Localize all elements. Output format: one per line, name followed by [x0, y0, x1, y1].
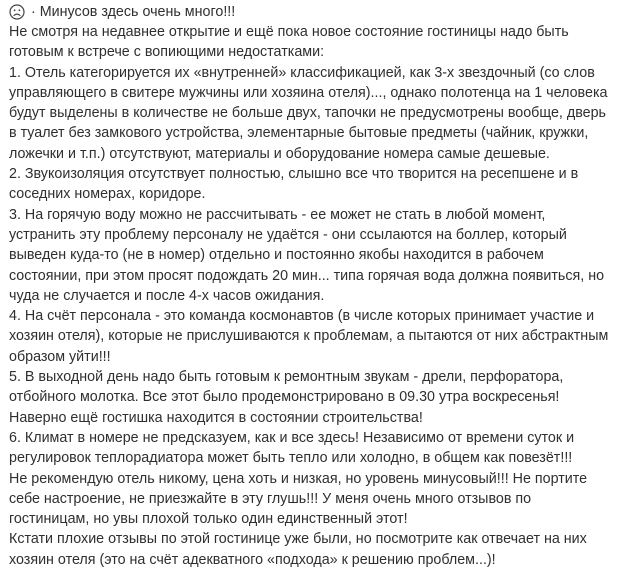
- review-line: чуда не случается и после 4-х часов ожидания.: [9, 287, 325, 304]
- review-line: Наверно ещё гостишка находится в состоянии строительства!: [9, 409, 423, 426]
- review-line: соседних номерах, коридоре.: [9, 186, 206, 203]
- review-header: [9, 2, 635, 22]
- review-line: хозяин отеля (это на счёт адекватного «подхода» к решению проблем...)!: [9, 551, 496, 568]
- review-line: 6. Климат в номере не предсказуем, как и все здесь! Независимо от времени суток и: [9, 429, 575, 446]
- review-line: ложечки и т.п.) отсутствуют, материалы и оборудование номера самые дешевые.: [9, 145, 550, 162]
- review-body: [9, 22, 635, 570]
- review-text: [9, 0, 635, 570]
- review-line: 3. На горячую воду можно не рассчитывать - ее может не стать в любой момент,: [9, 206, 546, 223]
- review-line: регулировок теплорадиатора может быть тепло или холодно, в общем как повезёт!!!: [9, 450, 573, 467]
- review-line: хозяин отеля), которые не прислушиваются к проблемам, а пытаются от них абстрактным: [9, 328, 609, 345]
- review-line: Кстати плохие отзывы по этой гостинице уже были, но посмотрите как отвечает на них: [9, 531, 587, 548]
- review-line: управляющего в свитере мужчины или хозяина отеля)..., однако полотенца на 1 человека: [9, 84, 608, 101]
- review-line: в туалет без замкового устройства, элементарные бытовые предметы (чайник, кружки,: [9, 125, 589, 142]
- review-line: 4. На счёт персонала - это команда космонавтов (в числе которых принимает участие и: [9, 308, 595, 325]
- review-line: готовым к встрече с вопиющими недостатками:: [9, 44, 325, 61]
- review-line: отбойного молотка. Все этот было продемонстрировано в 09.30 утра воскресенья!: [9, 389, 560, 406]
- review-line: себе настроение, не приезжайте в эту глушь!!! У меня очень много отзывов по: [9, 490, 532, 507]
- sad-face-icon: [9, 4, 25, 20]
- review-line: образом уйти!!!: [9, 348, 111, 365]
- review-line: состоянии, при этом просят подождать 20 мин... типа горячая вода должна появиться, но: [9, 267, 605, 284]
- review-line: выведен куда-то (не в номер) отдельно и постоянно якобы находится в рабочем: [9, 247, 544, 264]
- review-line: 1. Отель категорируется их «внутренней» классификацией, как 3-х звездочный (со слов: [9, 64, 595, 81]
- review-line: 5. В выходной день надо быть готовым к ремонтным звукам - дрели, перфоратора,: [9, 369, 564, 386]
- review-line: устранить эту проблему персоналу не удаётся - они ссылаются на боллер, который: [9, 226, 567, 243]
- review-line: Не рекомендую отель никому, цена хоть и низкая, но уровень минусовый!!! Не портите: [9, 470, 588, 487]
- review-title: · Минусов здесь очень много!!!: [31, 3, 236, 20]
- review-line: будут выделены в количестве не больше двух, тапочки не предусмотрены вообще, дверь: [9, 105, 606, 122]
- review-line: Не смотря на недавнее открытие и ещё пока новое состояние гостиницы надо быть: [9, 24, 569, 40]
- review-line: гостиницам, но увы плохой только один единственный этот!: [9, 511, 408, 528]
- review-line: 2. Звукоизоляция отсутствует полностью, слышно все что творится на ресепшене и в: [9, 166, 579, 183]
